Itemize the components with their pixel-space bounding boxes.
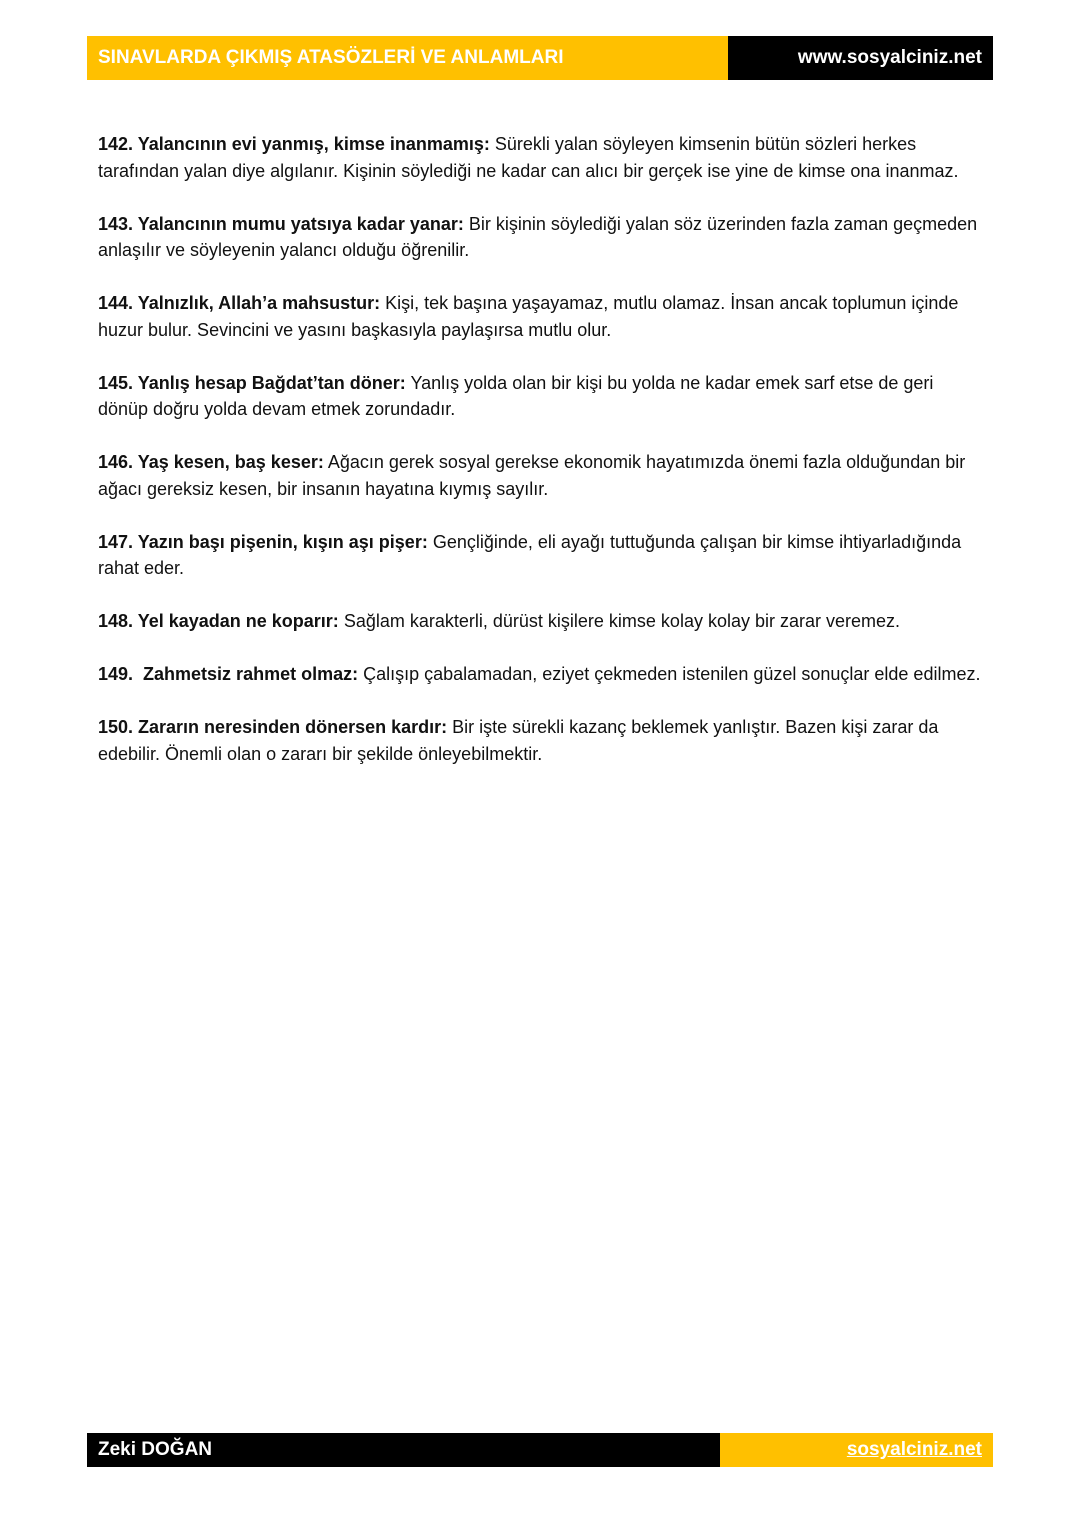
document-title: SINAVLARDA ÇIKMIŞ ATASÖZLERİ VE ANLAMLARI [87,36,728,80]
author-name: Zeki DOĞAN [87,1433,720,1467]
proverb-entry-145 [98,370,988,423]
proverb-entry-148 [98,608,988,635]
proverb-entry-147 [98,529,988,582]
page-footer [87,1433,993,1467]
proverb-meaning: Yanlış yolda olan bir kişi bu yolda ne kadar emek sarf etse de geri dönüp doğru yolda devam etmek zorundadır. [98,372,934,419]
proverb-meaning: Sağlam karakterli, dürüst kişilere kimse kolay kolay bir zarar veremez. [343,611,901,631]
proverb-entry-149 [98,661,988,688]
proverb-meaning: Bir kişinin söylediği yalan söz üzerinden fazla zaman geçmeden anlaşılır ve söyleyenin yalancı olduğu öğrenilir. [98,213,978,260]
proverb-entry-150 [98,714,988,767]
proverb-term: 148. Yel kayadan ne koparır: [98,611,339,631]
proverb-term: 146. Yaş kesen, baş keser: [98,452,324,472]
proverb-meaning: Bir işte sürekli kazanç beklemek yanlıştır. Bazen kişi zarar da edebilir. Önemli olan o zararı bir şekilde önleyebilmektir. [98,717,939,764]
proverb-term: 145. Yanlış hesap Bağdat’tan döner: [98,372,406,393]
proverb-term: 147. Yazın başı pişenin, kışın aşı pişer: [98,531,428,552]
proverb-meaning: Ağacın gerek sosyal gerekse ekonomik hayatımızda önemi fazla olduğundan bir ağacı gereksiz kesen, bir insanın hayatına kıymış sayılır. [98,452,966,499]
proverb-term: 144. Yalnızlık, Allah’a mahsustur: [98,293,381,313]
footer-site-link[interactable]: sosyalciniz.net [720,1433,993,1467]
proverb-term: 143. Yalancının mumu yatsıya kadar yanar: [98,213,464,234]
page-header [87,36,993,80]
proverb-term: 150. Zararın neresinden dönersen kardır: [98,717,448,737]
header-site-url: www.sosyalciniz.net [728,36,993,80]
proverb-entry-143 [98,211,988,264]
proverb-meaning: Gençliğinde, eli ayağı tuttuğunda çalışan bir kimse ihtiyarladığında rahat eder. [98,531,962,578]
proverb-term: 149. Zahmetsiz rahmet olmaz: [98,664,359,684]
proverb-list [98,131,988,794]
proverb-meaning: Sürekli yalan söyleyen kimsenin bütün sözleri herkes tarafından yalan diye algılanır. Kişinin söylediği ne kadar can alıcı bir gerçek ise yine de kimse ona inanmaz. [98,134,959,181]
proverb-meaning: Çalışıp çabalamadan, eziyet çekmeden istenilen güzel sonuçlar elde edilmez. [363,664,981,684]
proverb-entry-144 [98,290,988,343]
proverb-meaning: Kişi, tek başına yaşayamaz, mutlu olamaz. İnsan ancak toplumun içinde huzur bulur. Sevincini ve yasını başkasıyla paylaşırsa mutlu olur. [98,293,959,340]
proverb-entry-146 [98,449,988,502]
proverb-term: 142. Yalancının evi yanmış, kimse inanmamış: [98,134,490,154]
proverb-entry-142 [98,131,988,184]
